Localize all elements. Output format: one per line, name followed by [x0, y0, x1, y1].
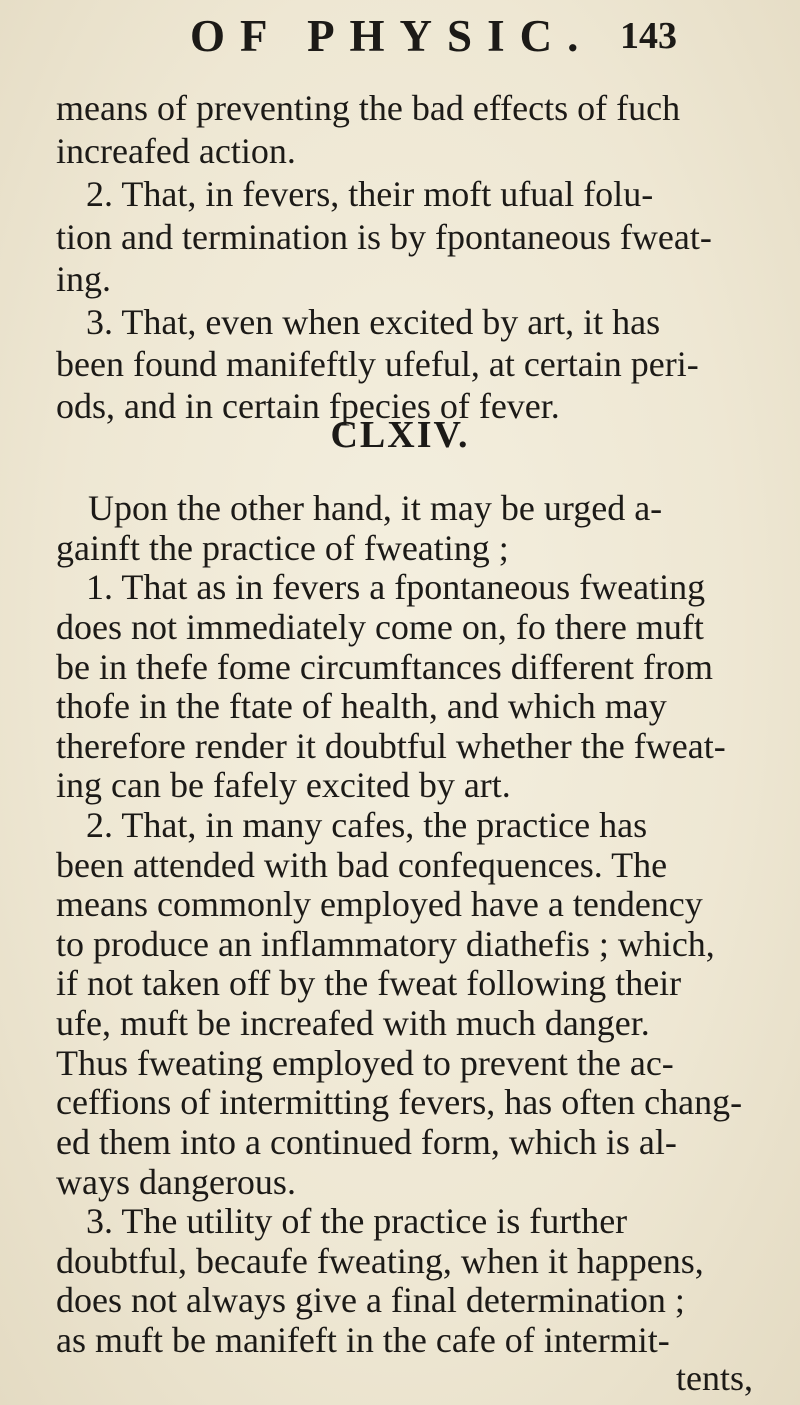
- text-line: therefore render it doubtful whether the fweat-: [56, 725, 726, 766]
- text-line: been found manifeftly ufeful, at certain peri-: [56, 344, 699, 384]
- text-line: gainft the practice of fweating ;: [56, 527, 509, 568]
- text-line: ods, and in certain fpecies of fever.: [56, 386, 560, 426]
- text-line: if not taken off by the fweat following their: [56, 963, 682, 1004]
- text-line: to produce an inflammatory diathefis ; which,: [56, 923, 715, 964]
- text-line: ceffions of intermitting fevers, has often chang-: [56, 1082, 743, 1123]
- text-line: 1. That as in fevers a fpontaneous fweating: [86, 567, 706, 608]
- text-line: be in thefe fome circumftances different from: [56, 646, 714, 687]
- text-line: ed them into a continued form, which is al-: [56, 1121, 677, 1162]
- text-line: thofe in the ftate of health, and which may: [56, 686, 667, 727]
- text-line: 2. That, in fevers, their moft ufual folu-: [86, 174, 654, 214]
- text-line: tion and termination is by fpontaneous fweat-: [56, 217, 712, 257]
- text-line: doubtful, becaufe fweating, when it happens,: [56, 1240, 704, 1281]
- running-title: OF PHYSIC.: [190, 11, 594, 61]
- text-line: been attended with bad confequences. The: [56, 844, 668, 885]
- text-line: 3. The utility of the practice is further: [86, 1201, 628, 1242]
- text-line: ing can be fafely excited by art.: [56, 765, 511, 806]
- catchword-line: tents,: [676, 1358, 753, 1398]
- text-line: means commonly employed have a tendency: [56, 884, 703, 925]
- running-head: [190, 6, 750, 66]
- text-line: 3. That, even when excited by art, it has: [86, 302, 661, 342]
- text-line: ways dangerous.: [56, 1161, 296, 1202]
- text-line: does not immediately come on, fo there muft: [56, 606, 704, 647]
- text-line: Upon the other hand, it may be urged a-: [88, 488, 663, 528]
- text-line: means of preventing the bad effects of fuch: [56, 88, 681, 128]
- text-line: as muft be manifeft in the cafe of intermit-: [56, 1320, 670, 1360]
- text-line: does not always give a final determination ;: [56, 1280, 685, 1321]
- text-line: ufe, muft be increafed with much danger.: [56, 1003, 650, 1043]
- text-line: increafed action.: [56, 131, 296, 171]
- page-number: 143: [620, 15, 677, 57]
- section-heading: CLXIV.: [330, 414, 470, 456]
- text-line: Thus fweating employed to prevent the ac-: [56, 1042, 674, 1083]
- text-line: ing.: [56, 259, 112, 299]
- text-line: 2. That, in many cafes, the practice has: [86, 805, 648, 845]
